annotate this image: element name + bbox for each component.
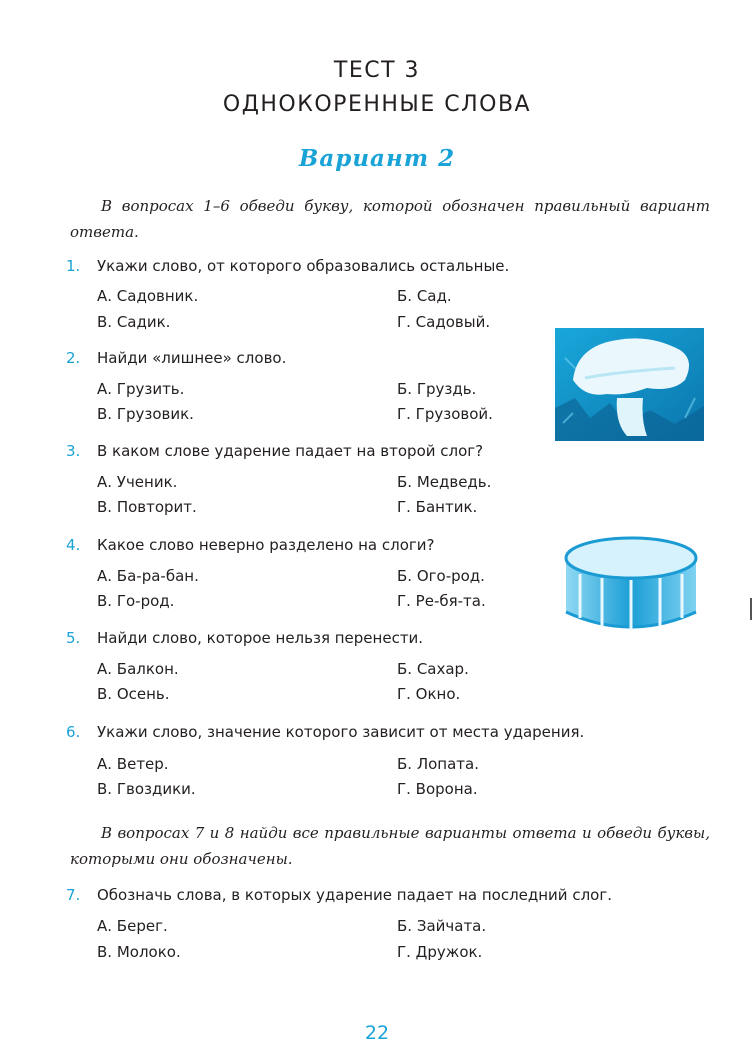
question-text: Найди «лишнее» слово. bbox=[97, 349, 287, 367]
question-number: 6. bbox=[66, 723, 81, 741]
option-b[interactable]: Б. Лопата. bbox=[397, 755, 479, 773]
option-b[interactable]: Б. Груздь. bbox=[397, 380, 477, 398]
test-subtitle: ОДНОКОРЕННЫЕ СЛОВА bbox=[222, 92, 532, 117]
option-g[interactable]: Г. Ре-бя-та. bbox=[397, 592, 486, 610]
question-number: 3. bbox=[66, 442, 81, 460]
question-3 bbox=[66, 442, 483, 460]
option-v[interactable]: В. Садик. bbox=[97, 313, 171, 331]
option-v[interactable]: В. Го-род. bbox=[97, 592, 175, 610]
page-number: 22 bbox=[364, 1022, 390, 1044]
option-a[interactable]: А. Ученик. bbox=[97, 473, 178, 491]
option-a[interactable]: А. Балкон. bbox=[97, 660, 179, 678]
question-number: 2. bbox=[66, 349, 81, 367]
option-b[interactable]: Б. Сад. bbox=[397, 287, 452, 305]
question-4 bbox=[66, 536, 434, 554]
question-number: 1. bbox=[66, 257, 81, 275]
option-g[interactable]: Г. Окно. bbox=[397, 685, 461, 703]
option-b[interactable]: Б. Ого-род. bbox=[397, 567, 485, 585]
question-6 bbox=[66, 723, 584, 741]
drum-image bbox=[556, 530, 706, 640]
instruction-7-8: В вопросах 7 и 8 найди все правильные варианты ответа и обведи буквы, которыми они обозначены. bbox=[70, 824, 710, 868]
question-text: Укажи слово, от которого образовались остальные. bbox=[97, 257, 510, 275]
question-number: 4. bbox=[66, 536, 81, 554]
question-text: Обозначь слова, в которых ударение падает на последний слог. bbox=[97, 886, 612, 904]
question-1 bbox=[66, 257, 509, 275]
option-g[interactable]: Г. Грузовой. bbox=[397, 405, 493, 423]
question-text: Укажи слово, значение которого зависит от места ударения. bbox=[97, 723, 585, 741]
option-v[interactable]: В. Осень. bbox=[97, 685, 170, 703]
option-b[interactable]: Б. Медведь. bbox=[397, 473, 492, 491]
option-a[interactable]: А. Ба-ра-бан. bbox=[97, 567, 199, 585]
drum-icon bbox=[556, 530, 706, 640]
question-number: 5. bbox=[66, 629, 81, 647]
option-a[interactable]: А. Грузить. bbox=[97, 380, 185, 398]
question-text: Найди слово, которое нельзя перенести. bbox=[97, 629, 424, 647]
mushroom-icon bbox=[555, 328, 704, 441]
question-text: В каком слове ударение падает на второй слог? bbox=[97, 442, 484, 460]
option-b[interactable]: Б. Сахар. bbox=[397, 660, 469, 678]
option-g[interactable]: Г. Бантик. bbox=[397, 498, 478, 516]
page-edge-mark bbox=[750, 598, 752, 620]
question-7 bbox=[66, 886, 612, 904]
variant-heading: Вариант 2 bbox=[298, 145, 456, 172]
option-v[interactable]: В. Повторит. bbox=[97, 498, 197, 516]
question-text: Какое слово неверно разделено на слоги? bbox=[97, 536, 435, 554]
instruction-1-6: В вопросах 1–6 обведи букву, которой обозначен правильный вариант ответа. bbox=[70, 197, 710, 241]
question-2 bbox=[66, 349, 286, 367]
option-v[interactable]: В. Грузовик. bbox=[97, 405, 194, 423]
option-a[interactable]: А. Садовник. bbox=[97, 287, 199, 305]
option-v[interactable]: В. Молоко. bbox=[97, 943, 181, 961]
option-v[interactable]: В. Гвоздики. bbox=[97, 780, 196, 798]
option-a[interactable]: А. Ветер. bbox=[97, 755, 169, 773]
question-5 bbox=[66, 629, 423, 647]
test-title: ТЕСТ 3 bbox=[333, 58, 421, 83]
option-a[interactable]: А. Берег. bbox=[97, 917, 168, 935]
question-number: 7. bbox=[66, 886, 81, 904]
option-g[interactable]: Г. Ворона. bbox=[397, 780, 478, 798]
option-g[interactable]: Г. Дружок. bbox=[397, 943, 483, 961]
option-b[interactable]: Б. Зайчата. bbox=[397, 917, 487, 935]
mushroom-image bbox=[555, 328, 704, 441]
option-g[interactable]: Г. Садовый. bbox=[397, 313, 491, 331]
